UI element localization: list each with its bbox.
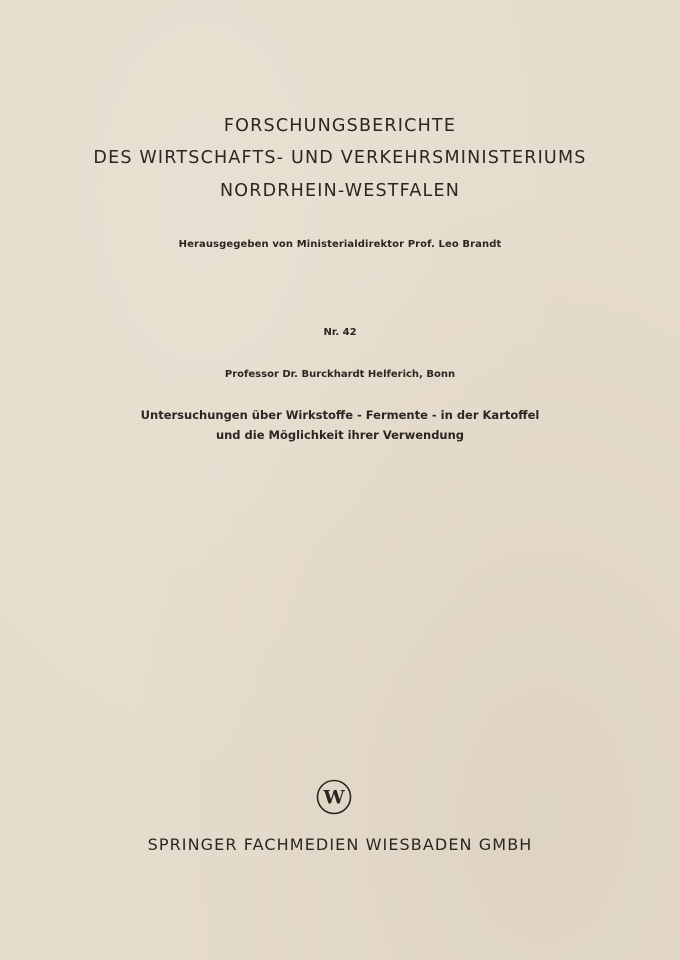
author-name: Professor Dr. Burckhardt Helferich, Bonn (224, 369, 456, 380)
publisher-logo-letter: W (323, 786, 345, 809)
volume-number: Nr. 42 (323, 327, 357, 338)
series-title-line-1: FORSCHUNGSBERICHTE (223, 116, 457, 136)
publisher-name: SPRINGER FACHMEDIEN WIESBADEN GMBH (147, 835, 533, 854)
work-title-line-2: und die Möglichkeit ihrer Verwendung (215, 428, 465, 442)
publisher-logo-icon (315, 778, 353, 816)
series-title-line-3: NORDRHEIN-WESTFALEN (219, 181, 461, 201)
work-title-line-1: Untersuchungen über Wirkstoffe - Fermente - in der Kartoffel (140, 408, 540, 422)
series-title-line-2: DES WIRTSCHAFTS- UND VERKEHRSMINISTERIUMS (93, 148, 587, 168)
editor-credit: Herausgegeben von Ministerialdirektor Prof. Leo Brandt (178, 239, 502, 250)
